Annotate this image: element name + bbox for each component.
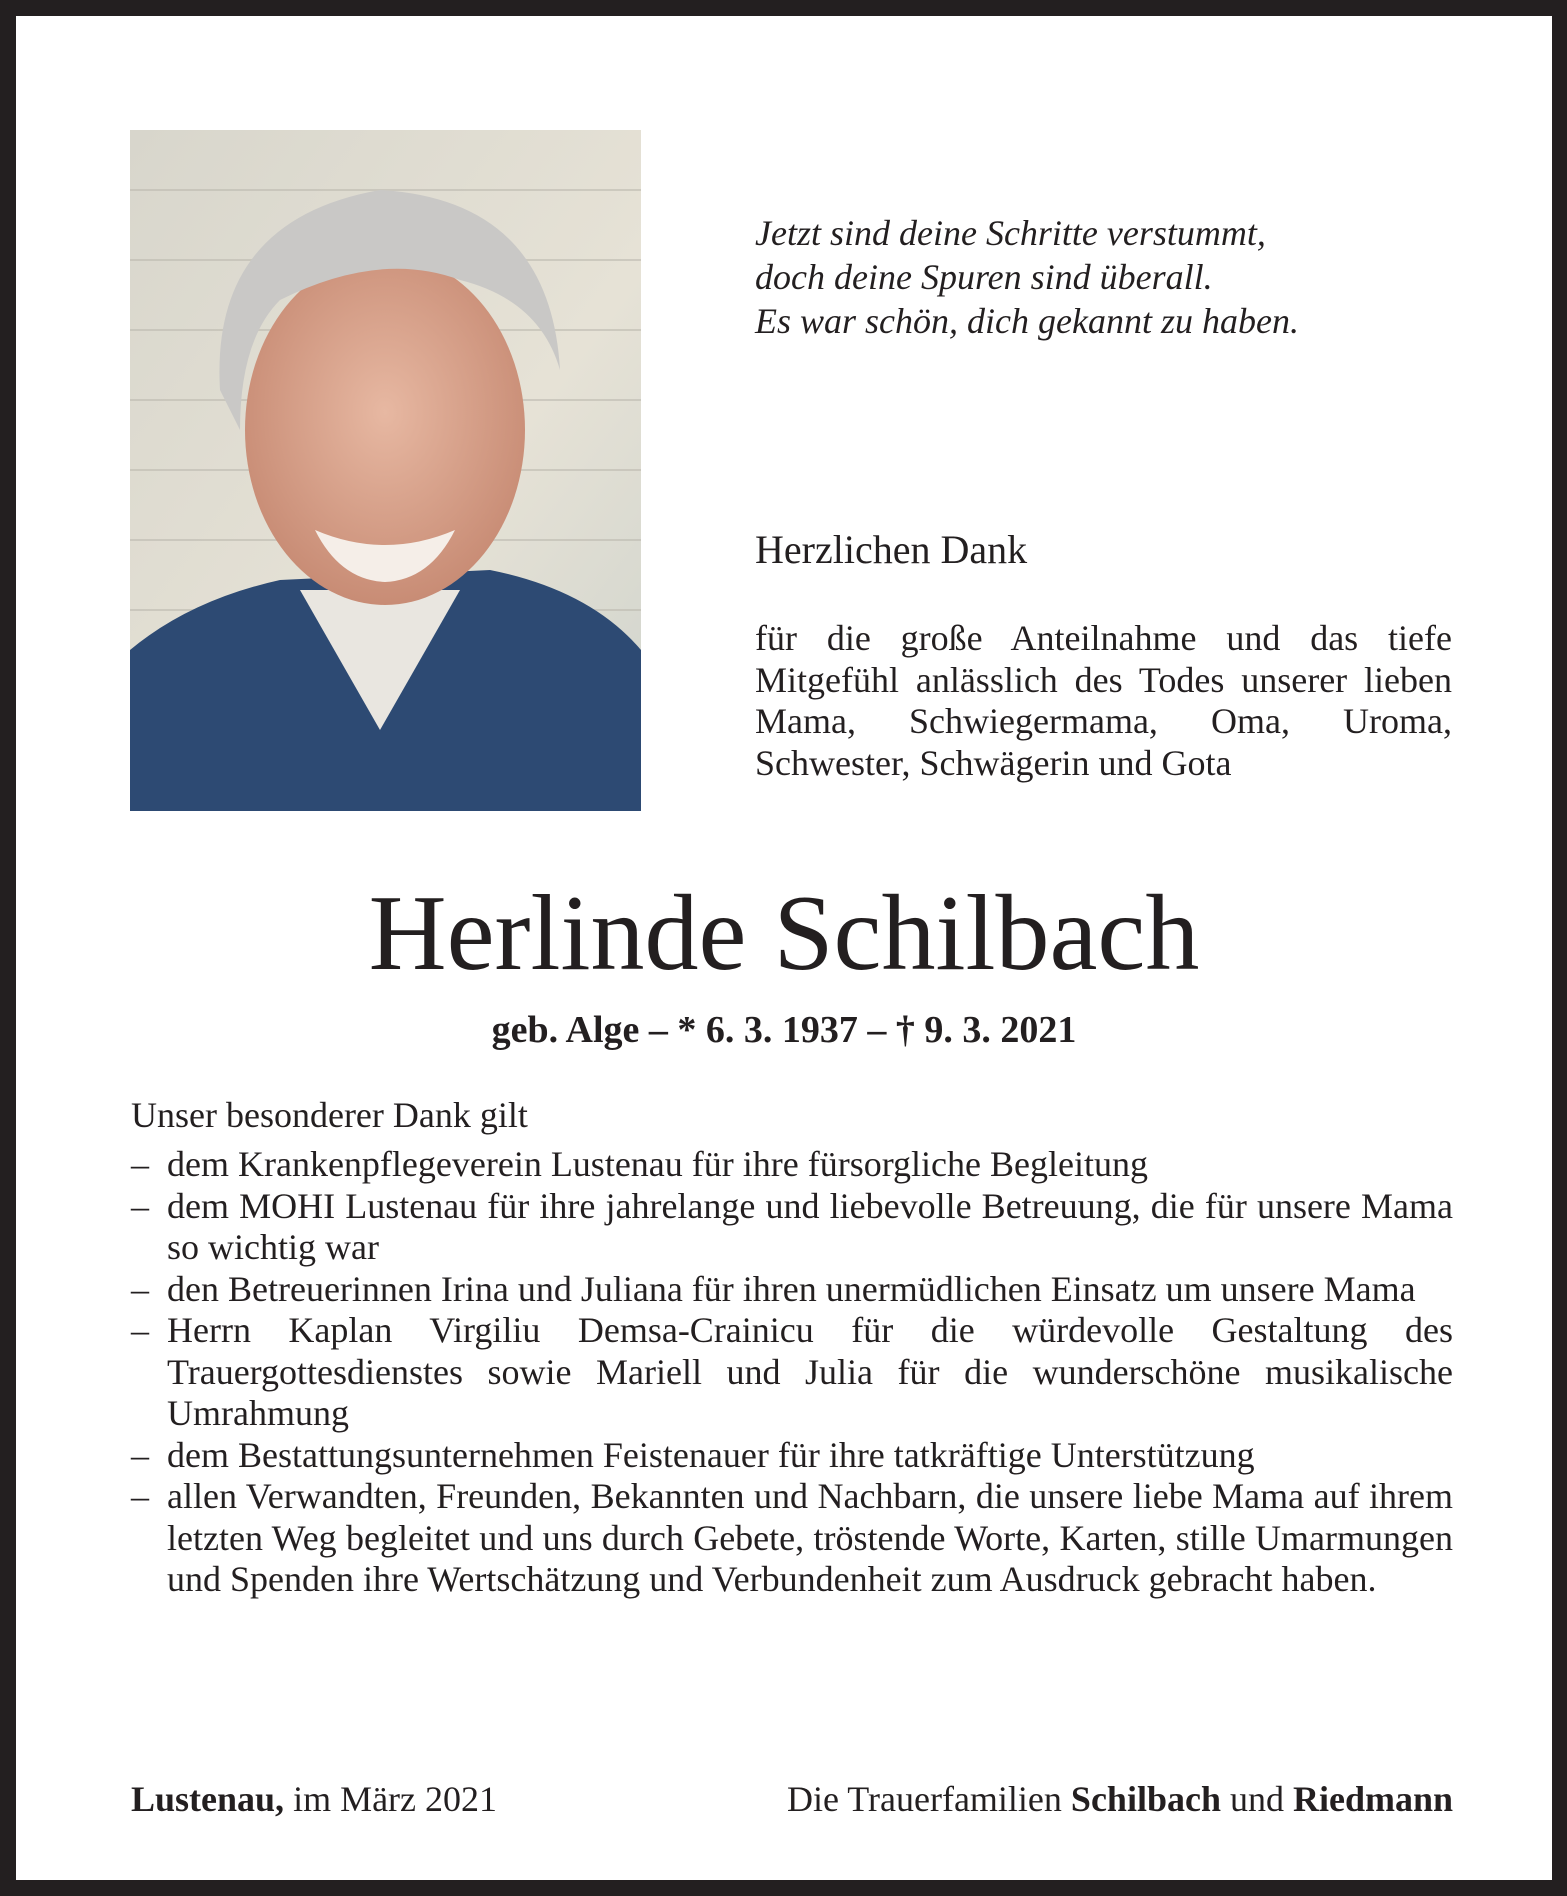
list-item-text: dem Krankenpflegeverein Lustenau für ihre fürsorgliche Begleitung — [167, 1144, 1148, 1184]
list-item — [131, 1435, 1453, 1477]
deceased-name: Herlinde Schilbach — [368, 874, 1200, 993]
thanks-heading: Herzlichen Dank — [755, 527, 1028, 572]
list-item — [131, 1476, 1453, 1601]
list-item — [131, 1186, 1453, 1269]
life-dates: geb. Alge – * 6. 3. 1937 – † 9. 3. 2021 — [491, 1009, 1077, 1051]
families — [787, 1778, 1453, 1820]
quote-line: Jetzt sind deine Schritte verstummt, — [755, 213, 1266, 253]
dash: – — [131, 1310, 149, 1350]
acknowledgements-list — [131, 1144, 1453, 1601]
list-item — [131, 1269, 1453, 1311]
date: im März 2021 — [284, 1779, 498, 1819]
dash: – — [131, 1434, 149, 1475]
quote-line: Es war schön, dich gekannt zu haben. — [755, 301, 1299, 341]
dash: – — [131, 1268, 149, 1309]
dash: – — [131, 1476, 149, 1516]
list-item-text: allen Verwandten, Freunden, Bekannten und Nachbarn, die unsere liebe Mama auf ihrem letzten Weg begleitet und uns durch Gebete, tröstende Worte, Karten, stille Umarmungen und Spenden ihre Wertschätzung und Verbundenheit zum Ausdruck gebracht haben. — [167, 1476, 1453, 1599]
thanks-text: für die große Anteilnahme und das tiefe Mitgefühl anlässlich des Todes unserer lieben Mama, Schwiegermama, Oma, Uroma, Schwester, Schwägerin und Gota — [755, 618, 1452, 783]
dash: – — [131, 1185, 149, 1226]
family-name: Schilbach — [1070, 1779, 1221, 1819]
list-item-text: dem MOHI Lustenau für ihre jahrelange und liebevolle Betreuung, die für unsere Mama so wichtig war — [167, 1185, 1453, 1267]
conjunction: und — [1220, 1779, 1293, 1819]
place-date — [131, 1778, 497, 1820]
obituary-page — [16, 16, 1552, 1880]
families-prefix: Die Trauerfamilien — [786, 1779, 1071, 1819]
acknowledgements-intro: Unser besonderer Dank gilt — [131, 1095, 528, 1135]
memorial-quote — [755, 211, 1299, 343]
list-item-text: Herrn Kaplan Virgiliu Demsa-Crainicu für die würdevolle Gestaltung des Trauergottesdienstes sowie Mariell und Julia für die wunderschöne musikalische Umrahmung — [167, 1310, 1453, 1433]
quote-line: doch deine Spuren sind überall. — [755, 257, 1213, 297]
portrait-photo — [130, 130, 641, 811]
list-item — [131, 1310, 1453, 1435]
list-item — [131, 1144, 1453, 1186]
dash: – — [131, 1144, 149, 1184]
place: Lustenau, — [131, 1779, 285, 1819]
list-item-text: den Betreuerinnen Irina und Juliana für ihren unermüdlichen Einsatz um unsere Mama — [167, 1268, 1416, 1309]
list-item-text: dem Bestattungsunternehmen Feistenauer für ihre tatkräftige Unterstützung — [167, 1434, 1255, 1475]
family-name: Riedmann — [1292, 1779, 1453, 1819]
